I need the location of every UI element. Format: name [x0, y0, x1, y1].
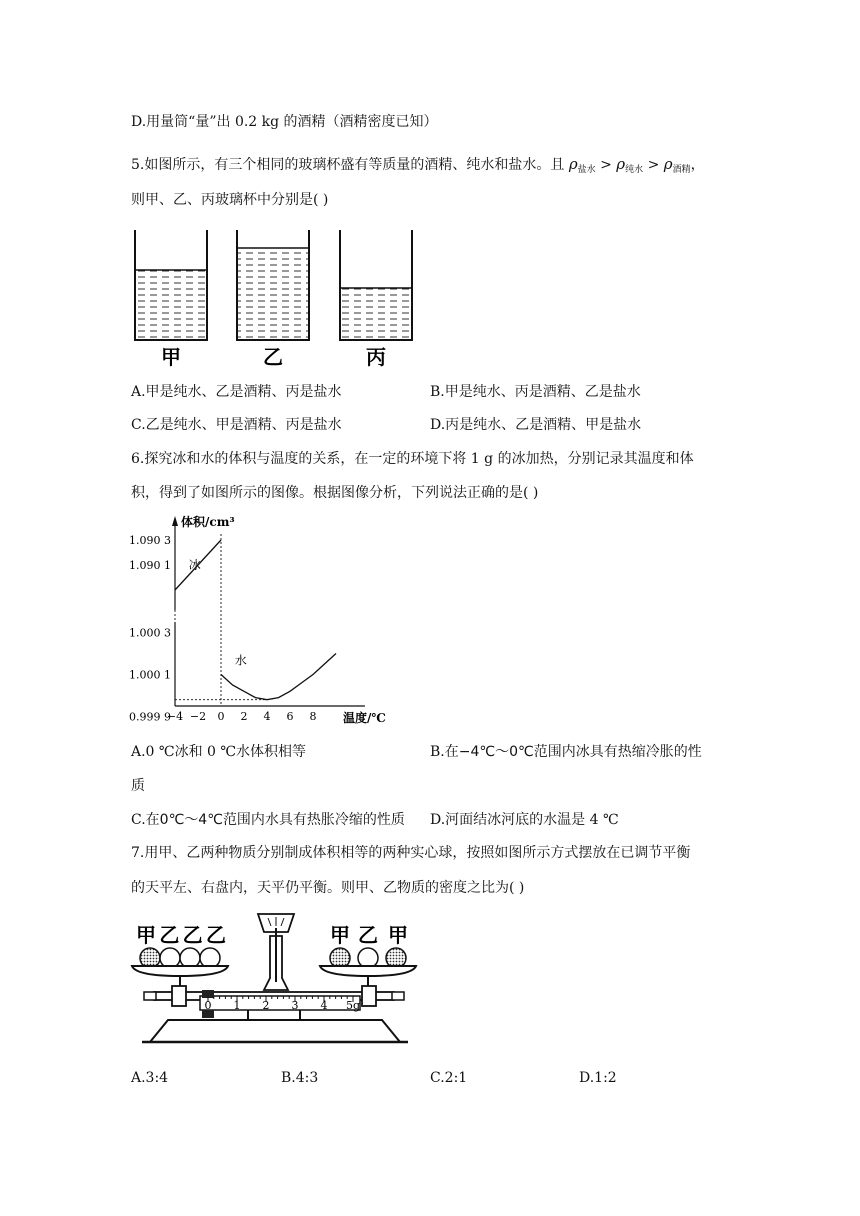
x-tick-label: 6 — [286, 710, 294, 723]
q5-stem-text: 5.如图所示，有三个相同的玻璃杯盛有等质量的酒精、纯水和盐水。且 — [131, 157, 565, 173]
sub-alcohol: 酒精 — [672, 165, 691, 175]
x-tick-label: 8 — [309, 710, 317, 723]
right-pan-label-3: 甲 — [388, 923, 408, 947]
q6-option-c — [131, 810, 405, 830]
q6-option-c-pre: C.在 — [131, 812, 160, 828]
q6-option-b-post: 范围内冰具有热缩冷胀的性 — [533, 744, 702, 760]
x-tick-label: −4 — [166, 710, 184, 723]
q5-option-a: A.甲是纯水、乙是酒精、丙是盐水 — [131, 384, 342, 400]
balance-figure — [128, 906, 423, 1056]
q7-option-c: C.2:1 — [430, 1070, 468, 1086]
x-axis-label: 温度/℃ — [343, 711, 386, 725]
q5-option-d: D.丙是纯水、乙是酒精、甲是盐水 — [430, 417, 642, 433]
gt-1: > — [600, 157, 612, 173]
sub-salt: 盐水 — [577, 165, 596, 175]
y-tick-label: 1.000 1 — [129, 668, 171, 682]
q7-stem-line-2: 的天平左、右盘内，天平仍平衡。则甲、乙物质的密度之比为( ) — [131, 880, 525, 896]
cup-label-bing: 丙 — [366, 345, 386, 369]
q7-stem-line-1: 7.用甲、乙两种物质分别制成体积相等的两种实心球，按照如图所示方式摆放在已调节平衡 — [131, 845, 691, 861]
right-pan — [320, 966, 416, 976]
q5-option-c: C.乙是纯水、甲是酒精、丙是盐水 — [131, 417, 342, 433]
scale-label: 2 — [262, 999, 270, 1012]
volume-temperature-chart — [125, 510, 405, 730]
cup-bing — [340, 230, 412, 340]
y-axis-arrow — [172, 516, 178, 526]
q5-option-b: B.甲是纯水、丙是酒精、乙是盐水 — [430, 384, 641, 400]
rho-salt: ρ — [568, 155, 578, 173]
ice-label: 冰 — [188, 558, 201, 572]
cups-figure — [125, 226, 415, 371]
gt-2: > — [647, 157, 660, 173]
cup-label-jia: 甲 — [161, 345, 181, 369]
x-tick-label: 0 — [217, 710, 225, 723]
q6-option-b — [430, 742, 702, 762]
q7-option-d: D.1:2 — [579, 1070, 617, 1086]
scale-label: 1 — [233, 999, 241, 1012]
y-axis-label: 体积/cm³ — [181, 515, 235, 529]
x-tick-label: 2 — [240, 710, 248, 723]
q6-option-b-cont: 质 — [131, 778, 145, 794]
left-pan-labels: 甲乙乙乙 — [136, 923, 226, 947]
y-tick-label: 1.090 1 — [129, 559, 171, 572]
sub-pure: 纯水 — [625, 165, 644, 175]
q6-stem-line-1: 6.探究冰和水的体积与温度的关系，在一定的环境下将 1 g 的冰加热，分别记录其温度和体 — [131, 451, 694, 467]
q5-stem-line-1 — [131, 154, 705, 180]
q6-option-c-post: 范围内水具有热胀冷缩的性质 — [222, 812, 405, 828]
cup-jia — [135, 230, 207, 340]
right-pan-label-2: 乙 — [358, 923, 378, 947]
q6-option-c-range: 0℃～4℃ — [159, 812, 223, 828]
scale-label: 3 — [291, 999, 299, 1012]
q7-option-b: B.4:3 — [281, 1070, 319, 1086]
q7-option-a: A.3:4 — [131, 1070, 169, 1086]
water-label: 水 — [234, 653, 247, 668]
balance-base — [150, 1020, 400, 1042]
q6-option-b-pre: B.在 — [430, 744, 459, 760]
q6-stem-line-2: 积，得到了如图所示的图像。根据图像分析，下列说法正确的是( ) — [131, 485, 539, 501]
y-tick-label: 1.090 3 — [129, 534, 171, 547]
q6-option-a: A.0 ℃冰和 0 ℃水体积相等 — [131, 744, 307, 760]
x-tick-label: −2 — [189, 710, 207, 723]
scale-label: 5g — [345, 999, 361, 1012]
q6-option-b-range: −4℃～0℃ — [458, 744, 534, 760]
q4-option-d: D.用量筒“量”出 0.2 kg 的酒精（酒精密度已知） — [131, 114, 438, 130]
x-tick-label: 4 — [263, 710, 271, 723]
rho-pure: ρ — [616, 155, 626, 173]
cup-yi — [237, 230, 309, 340]
left-pan — [132, 966, 228, 976]
y-tick-label: 0.999 9 — [129, 710, 171, 724]
comma: ， — [690, 157, 705, 173]
scale-label: 0 — [204, 999, 212, 1012]
right-pan-label-1: 甲 — [330, 923, 350, 947]
q5-stem-line-2: 则甲、乙、丙玻璃杯中分别是( ) — [131, 192, 329, 208]
rho-alcohol: ρ — [663, 155, 673, 173]
q6-option-d: D.河面结冰河底的水温是 4 ℃ — [430, 812, 619, 828]
y-tick-label: 1.000 3 — [129, 626, 171, 640]
cup-label-yi: 乙 — [263, 345, 283, 369]
scale-label: 4 — [320, 999, 328, 1012]
